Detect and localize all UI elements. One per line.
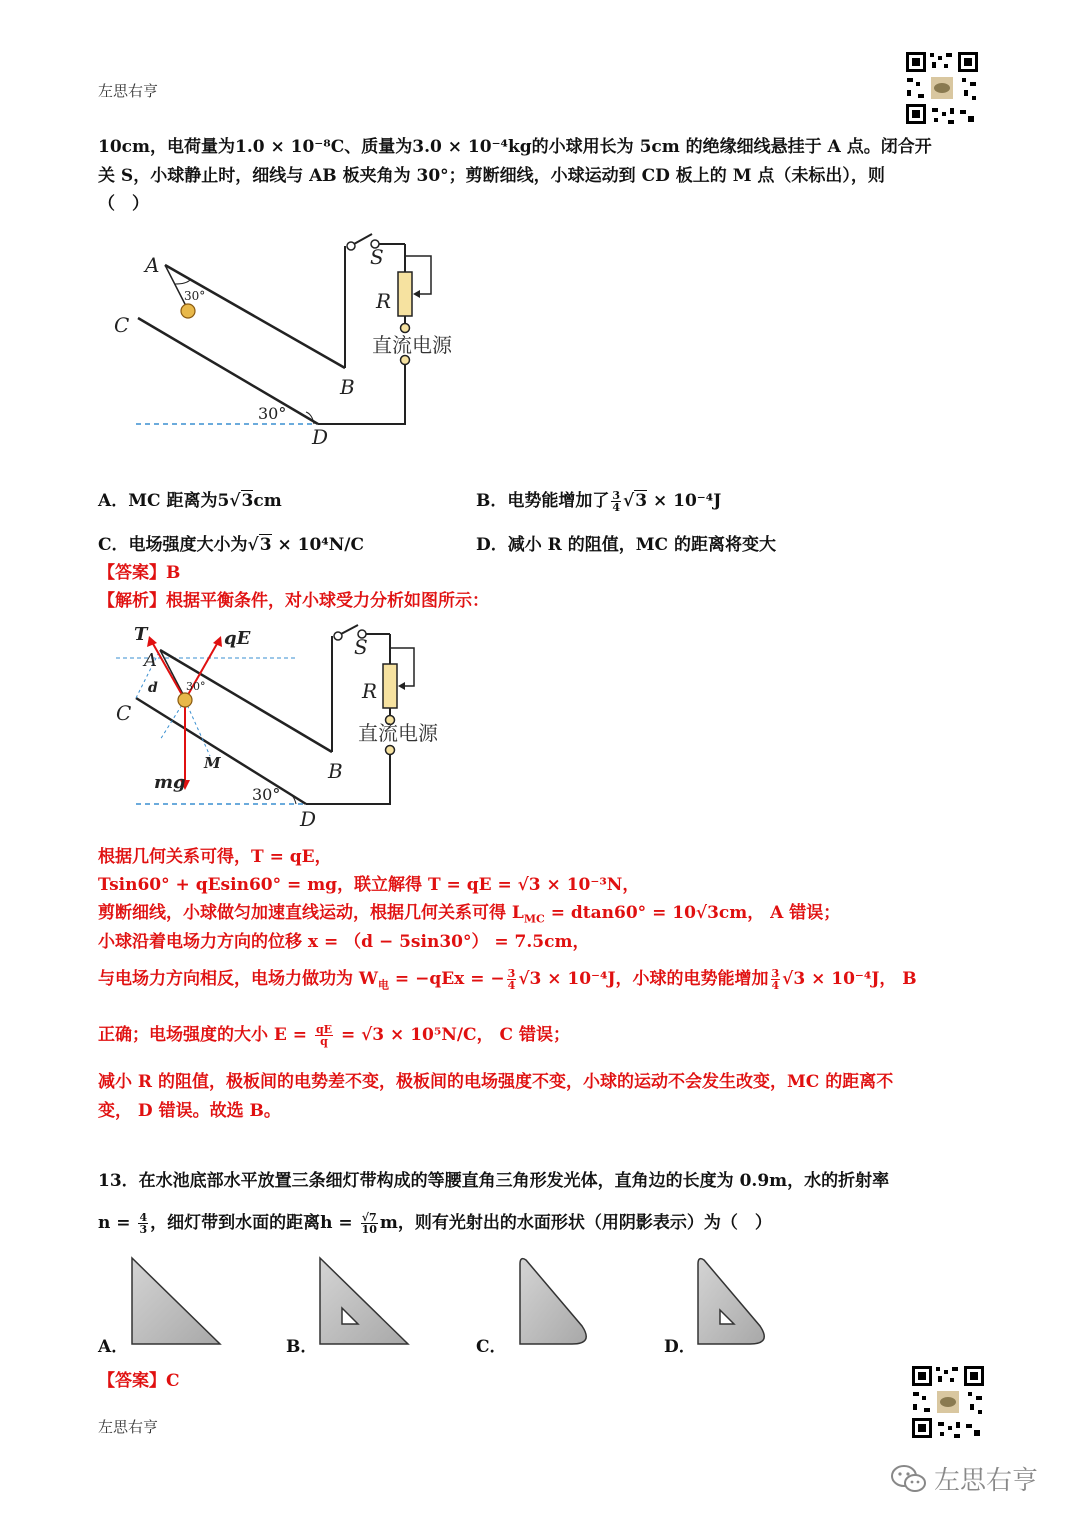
option-c-tail: × 10⁴N/C: [277, 535, 365, 555]
shape-option-d: [698, 1259, 764, 1344]
q13-option-b[interactable]: B．: [286, 1337, 318, 1357]
label-D2: D: [300, 807, 317, 831]
option-a-label: A．: [98, 491, 129, 511]
label-D: D: [312, 425, 329, 449]
q12-analysis-intro: 【解析】根据平衡条件，对小球受力分析如图所示：: [98, 591, 489, 611]
option-a-unit: cm: [253, 491, 282, 511]
option-b-tail: × 10⁻⁴J: [652, 491, 722, 511]
q13-option-d[interactable]: D．: [664, 1337, 696, 1357]
solution-line-6: 正确；电场强度的大小 E = $\frac{qE}{q}$ = √3 × 10⁵N/C， C 错误；: [98, 1023, 570, 1048]
shape-option-b: [320, 1258, 408, 1344]
solution-line-3: 剪断细线，小球做匀加速直线运动，根据几何关系可得 $L_{MC} = dtan60^\circ = 10√3cm$， A 错误；: [98, 903, 841, 926]
label-T: T: [134, 624, 148, 645]
label-A2: A: [144, 650, 157, 671]
option-a-root: 3: [241, 491, 254, 511]
option-c-label: C．: [98, 535, 129, 555]
q12-answer: 【答案】B: [98, 563, 181, 583]
label-S: S: [370, 245, 384, 269]
label-B2: B: [328, 759, 343, 783]
solution-line-2: Tsin60° + qEsin60° = mg，联立解得 T = qE = √3 × 10⁻³N，: [98, 875, 640, 895]
label-R: R: [376, 289, 392, 313]
option-c[interactable]: C．电场强度大小为√3 × 10⁴N/C: [98, 535, 365, 555]
q12-line-1: 10cm，电荷量为1.0 × 10⁻⁸C、质量为3.0 × 10⁻⁴kg的小球用长为 5cm 的绝缘细线悬挂于 A 点。闭合开: [98, 137, 932, 157]
label-R2: R: [362, 679, 378, 703]
option-b-label: B．: [476, 491, 508, 511]
option-a[interactable]: A．MC 距离为5√3cm: [98, 491, 282, 511]
label-mg: mg: [154, 772, 186, 793]
force-analysis-figure: [100, 620, 480, 832]
option-c-text: 电场强度大小为: [128, 535, 248, 555]
solution-line-8: 变， D 错误。故选 B。: [98, 1101, 281, 1121]
option-d[interactable]: [476, 530, 776, 555]
option-d-label: D．: [476, 535, 508, 555]
watermark: [890, 1460, 1038, 1497]
label-C: C: [114, 313, 130, 337]
label-A: A: [145, 253, 160, 277]
label-S2: S: [354, 635, 368, 659]
q13-line-1: 13．在水池底部水平放置三条细灯带构成的等腰直角三角形发光体，直角边的长度为 0.9m，水的折射率: [98, 1171, 890, 1191]
label-C2: C: [116, 701, 132, 725]
label-qE: qE: [224, 628, 251, 649]
label-M: M: [204, 754, 221, 772]
q12-line-3: （ ）: [98, 194, 149, 214]
label-B: B: [340, 375, 355, 399]
label-angle-30-bottom-2: 30°: [252, 785, 281, 804]
label-power-source: 直流电源: [372, 333, 452, 357]
qr-code-icon-footer: [910, 1364, 986, 1440]
solution-line-5: 与电场力方向相反，电场力做功为 $W_电 = -qEx$ = − $\frac{3}{4}$ √3 × 10⁻⁴J，小球的电势能增加 $\frac{3}{4}$ √3 × 10⁻⁴J， B: [98, 967, 917, 992]
footer-brand: 左思右亨: [98, 1418, 159, 1436]
qr-code-icon: [904, 50, 980, 126]
wechat-icon: [890, 1464, 928, 1494]
label-angle-30-top: 30°: [184, 289, 206, 303]
q13-options-shapes: [120, 1252, 800, 1352]
label-d: d: [148, 680, 158, 696]
option-b-root: 3: [635, 491, 648, 511]
q13-option-c[interactable]: C．: [476, 1337, 507, 1357]
option-b-text: 电势能增加了: [507, 491, 610, 511]
option-c-root: 3: [259, 535, 272, 555]
label-angle-30-bottom: 30°: [258, 404, 287, 423]
solution-line-7: 减小 R 的阻值，极板间的电势差不变，极板间的电场强度不变，小球的运动不会发生改变，MC 的距离不: [98, 1072, 894, 1092]
q13-answer: 【答案】C: [98, 1371, 180, 1391]
option-b[interactable]: B．电势能增加了 $\frac{3}{4}$ √3 × 10⁻⁴J: [476, 489, 722, 514]
solution-line-1: 根据几何关系可得，T = qE，: [98, 847, 332, 867]
option-b-fraction: $\frac{3}{4}$: [612, 489, 621, 514]
q13-line-2: n = $\frac{4}{3}$ ，细灯带到水面的距离h = $\frac{√7}{10}$ m，则有光射出的水面形状（用阴影表示）为（ ）: [98, 1211, 772, 1236]
label-power-source-2: 直流电源: [358, 721, 438, 745]
shape-option-c: [520, 1259, 586, 1344]
option-a-text: MC 距离为5: [128, 491, 230, 511]
watermark-text: 左思右亨: [934, 1466, 1039, 1496]
shape-option-a: [132, 1258, 220, 1344]
header-brand: 左思右亨: [98, 82, 159, 100]
capacitor-circuit-figure: [100, 222, 480, 454]
label-angle-30-2: 30°: [186, 680, 206, 693]
q13-option-a[interactable]: A．: [98, 1337, 129, 1357]
q12-line-2: 关 S，小球静止时，细线与 AB 板夹角为 30°；剪断细线，小球运动到 CD 板上的 M 点（未标出），则: [98, 166, 885, 186]
solution-line-4: 小球沿着电场力方向的位移 x = （d − 5sin30°） = 7.5cm，: [98, 932, 590, 952]
option-d-text: 减小 R 的阻值，MC 的距离将变大: [507, 535, 776, 555]
